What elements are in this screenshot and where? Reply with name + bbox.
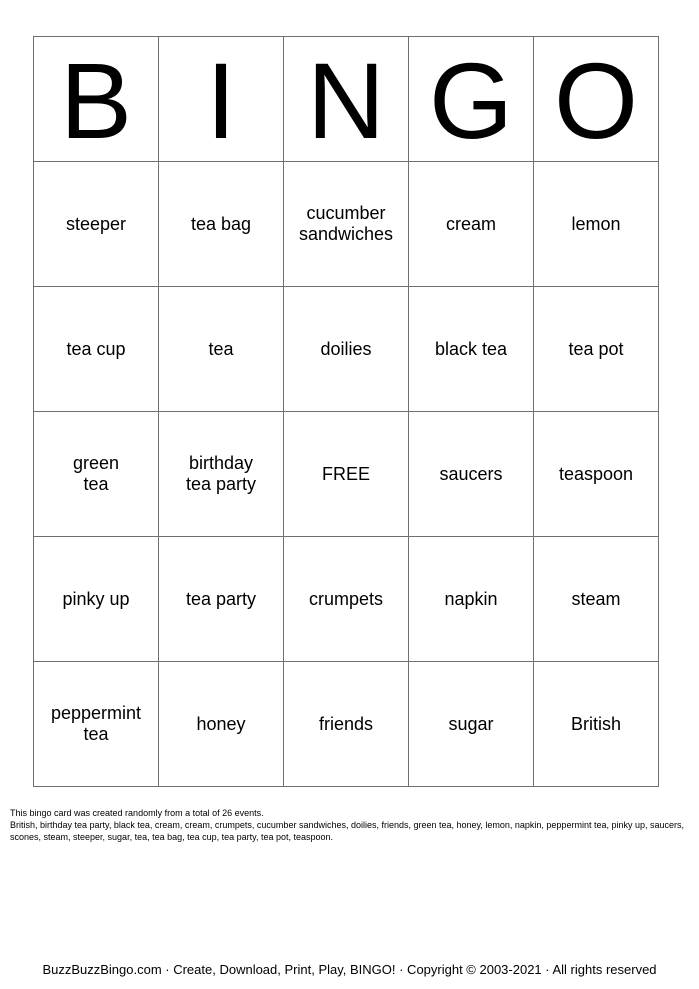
bingo-cell: cucumber sandwiches xyxy=(284,162,409,287)
bingo-cell: British xyxy=(534,662,659,787)
bingo-cell: cream xyxy=(409,162,534,287)
free-space-cell: FREE xyxy=(284,412,409,537)
bingo-cell: honey xyxy=(159,662,284,787)
bingo-header-row xyxy=(34,37,659,162)
bingo-cell: pinky up xyxy=(34,537,159,662)
bingo-cell: sugar xyxy=(409,662,534,787)
bingo-cell: tea party xyxy=(159,537,284,662)
bingo-row xyxy=(34,412,659,537)
header-letter-o: O xyxy=(534,37,659,162)
bingo-cell: black tea xyxy=(409,287,534,412)
bingo-cell: green tea xyxy=(34,412,159,537)
bingo-cell: steeper xyxy=(34,162,159,287)
bingo-cell: tea bag xyxy=(159,162,284,287)
bingo-cell: lemon xyxy=(534,162,659,287)
bingo-cell: steam xyxy=(534,537,659,662)
bingo-cell: tea xyxy=(159,287,284,412)
bingo-row xyxy=(34,287,659,412)
header-letter-n: N xyxy=(284,37,409,162)
bingo-row xyxy=(34,537,659,662)
header-letter-g: G xyxy=(409,37,534,162)
bingo-cell: napkin xyxy=(409,537,534,662)
bingo-cell: crumpets xyxy=(284,537,409,662)
bingo-cell: tea cup xyxy=(34,287,159,412)
note-event-list: British, birthday tea party, black tea, cream, cream, crumpets, cucumber sandwiches, doilies, friends, green tea, honey, lemon, napkin, peppermint tea, pinky up, saucers, scones, steam, steeper, sugar, tea, tea bag, tea cup, tea party, tea pot, teaspoon. xyxy=(10,820,684,842)
note-summary: This bingo card was created randomly from a total of 26 events. xyxy=(10,808,264,818)
bingo-cell: saucers xyxy=(409,412,534,537)
header-letter-i: I xyxy=(159,37,284,162)
bingo-card xyxy=(33,36,659,787)
footer-copyright: BuzzBuzzBingo.com · Create, Download, Print, Play, BINGO! · Copyright © 2003-2021 · All rights reserved xyxy=(42,962,657,977)
bingo-row xyxy=(34,662,659,787)
card-note xyxy=(10,807,690,843)
bingo-cell: doilies xyxy=(284,287,409,412)
bingo-cell: tea pot xyxy=(534,287,659,412)
bingo-cell: birthday tea party xyxy=(159,412,284,537)
bingo-cell: friends xyxy=(284,662,409,787)
header-letter-b: B xyxy=(34,37,159,162)
bingo-row xyxy=(34,162,659,287)
bingo-cell: teaspoon xyxy=(534,412,659,537)
bingo-cell: peppermint tea xyxy=(34,662,159,787)
